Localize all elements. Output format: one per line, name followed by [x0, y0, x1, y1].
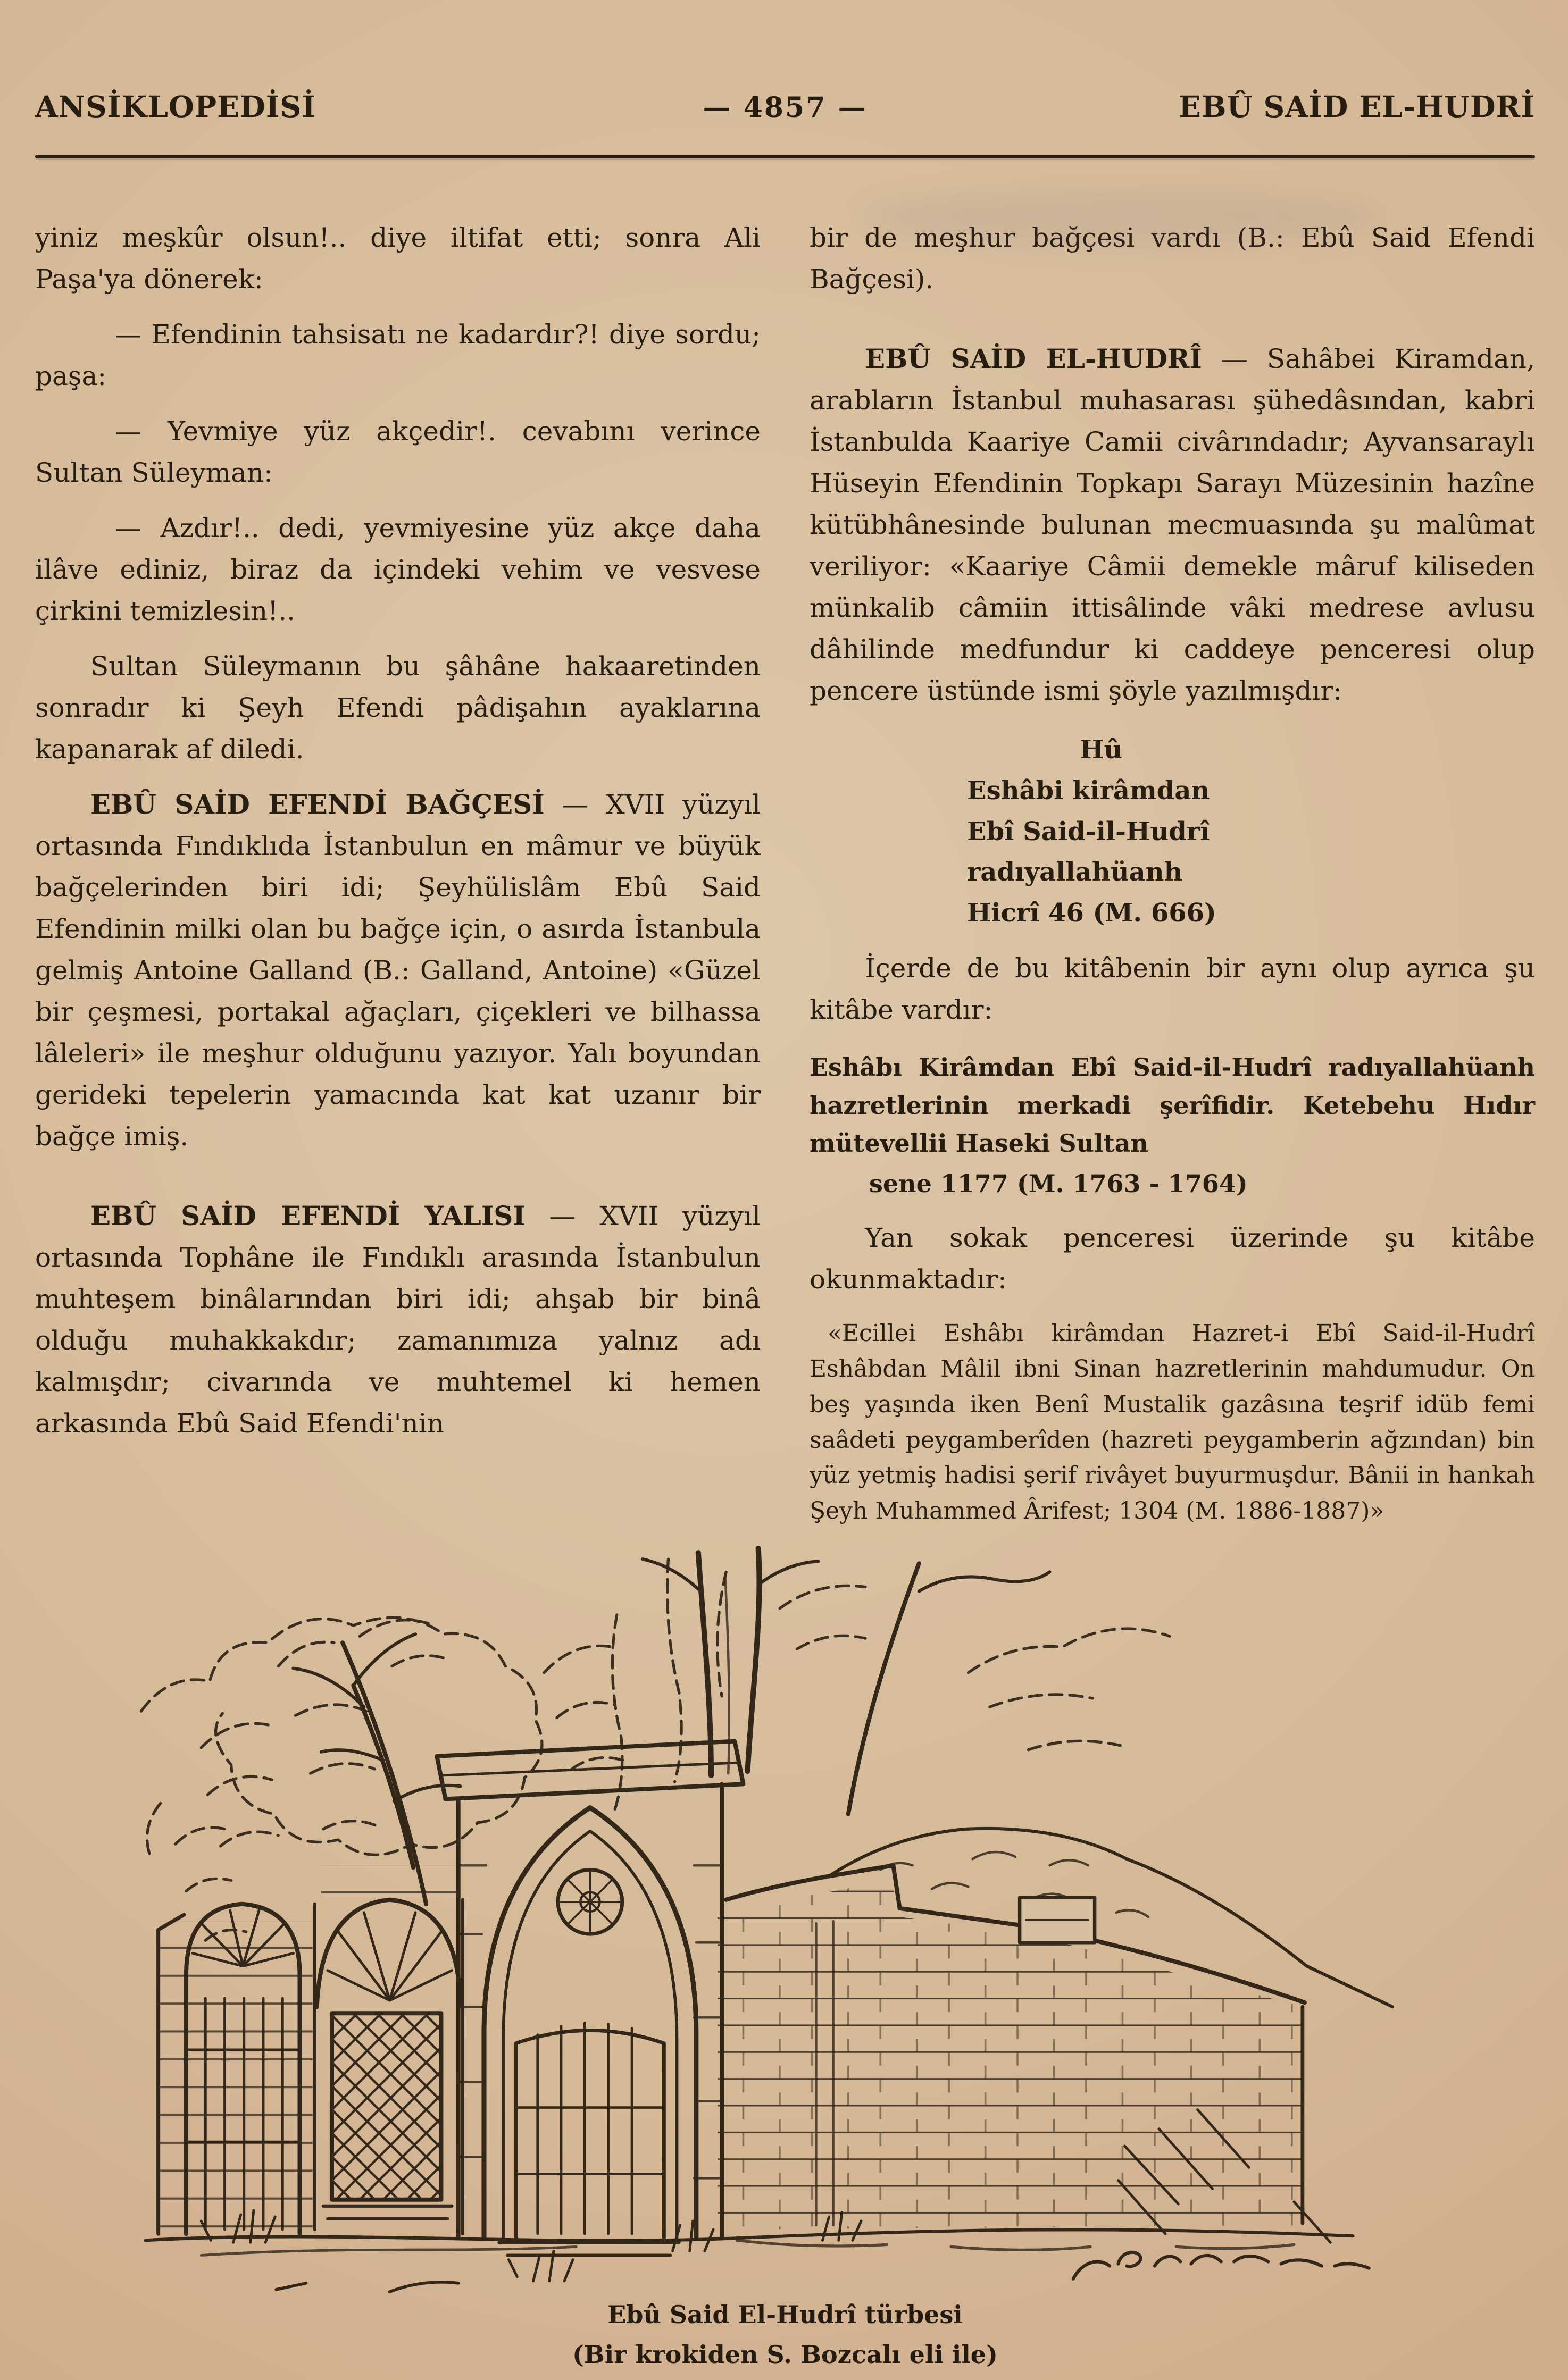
paragraph: İçerde de bu kitâbenin bir aynı olup ayrıca şu kitâbe vardır: — [810, 952, 1535, 1025]
page-header — [35, 89, 1535, 124]
paragraph: Sultan Süleymanın bu şâhâne hakaaretinden sonradır ki Şeyh Efendi pâdişahın ayaklarına kapanarak af diledi. — [35, 651, 761, 765]
quoted-inscription: «Ecillei Eshâbı kirâmdan Hazret-i Ebî Said-il-Hudrî Eshâbdan Mâlil ibni Sinan hazretlerinin mahdumudur. On beş yaşında iken Benî Mustalik gazâsına teşrif idüb femi saâdeti peygamberîden (hazreti peygamberin ağzından) bin yüz yetmiş hadisi şerif rivâyet buyurmuşdur. Bânii in hankah Şeyh Muhammed Ârifest; 1304 (M. 1886-1887)» — [810, 1319, 1535, 1525]
dialog-line: — Azdır!.. dedi, yevmiyesine yüz akçe daha ilâve ediniz, biraz da içindeki vehim ve vesvese çirkini temizlesin!.. — [35, 513, 761, 626]
inscription-block-1 — [967, 730, 1535, 934]
inscription-line: radıyallahüanh — [967, 857, 1183, 887]
entry-heading: EBÛ SAİD EFENDİ YALISI — [90, 1200, 526, 1231]
inscription-date: sene 1177 (M. 1763 - 1764) — [869, 1169, 1248, 1199]
sketch-signature — [1073, 2252, 1369, 2279]
ink-smudge — [862, 191, 1383, 245]
left-column — [35, 217, 761, 1529]
header-title: ANSİKLOPEDİSİ — [35, 89, 316, 124]
tomb-sketch-figure — [72, 1544, 1498, 2374]
dialog-line: — Yevmiye yüz akçedir!. cevabını verince Sultan Süleyman: — [35, 416, 761, 488]
entry-text: — XVII yüzyıl ortasında Fındıklıda İstanbulun en mâmur ve büyük bağçelerinden biri idi; Şeyhülislâm Ebû Said Efendinin milki olan bu bağçe için, o asırda İstanbula gelmiş Antoine Galland (B.: Galland, Antoine) «Güzel bir çeşmesi, portakal ağaçları, çiçekleri ve bilhassa lâleleri» ile meşhur olduğunu yazıyor. Yalı boyundan gerideki tepelerin yamacında kat kat uzanır bir bağçe imiş. — [35, 789, 761, 1152]
entry-text: — XVII yüzyıl ortasında Tophâne ile Fındıklı arasında İstanbulun muhteşem binâlarından biri idi; ahşab bir binâ olduğu muhakkakdır; zamanımıza yalnız adı kalmışdır; civarında ve muhtemel ki hemen arkasında Ebû Said Efendi'nin — [35, 1201, 761, 1439]
sketch-left-wall — [159, 1904, 313, 2234]
sketch-central-block — [437, 1741, 743, 2256]
inscription-line: Hicrî 46 (M. 666) — [967, 898, 1216, 928]
caption-line-1: Ebû Said El-Hudrî türbesi — [607, 2300, 963, 2329]
two-column-text — [35, 217, 1535, 1529]
inscription-line: Eshâbi kirâmdan — [967, 775, 1210, 806]
entry-el-hudri — [810, 338, 1535, 711]
sketch-lattice-window — [315, 1866, 463, 2234]
inscription-line: Hû — [1080, 735, 1123, 765]
header-rule — [35, 155, 1535, 158]
tomb-sketch-drawing — [72, 1544, 1498, 2294]
dialog-line: — Efendinin tahsisatı ne kadardır?! diye sordu; paşa: — [35, 319, 761, 391]
entry-yalisi — [35, 1195, 761, 1444]
sketch-right-wall — [715, 1829, 1392, 2250]
inscription-line: Ebî Said-il-Hudrî — [967, 816, 1210, 847]
inscription-block-2 — [810, 1049, 1535, 1203]
entry-text: — Sahâbei Kiramdan, arabların İstanbul muhasarası şühedâsından, kabri İstanbulda Kaariye Camii civârındadır; Ayvansaraylı Hüseyin Efendinin Topkapı Sarayı Müzesinin hazîne kütübhânesinde bulunan mecmuasında şu malûmat veriliyor: «Kaariye Câmii demekle mâruf kiliseden münkalib câmiin ittisâlinde vâki medrese avlusu dâhilinde medfundur ki caddeye penceresi olup pencere üstünde ismi şöyle yazılmışdır: — [810, 343, 1535, 706]
entry-heading: EBÛ SAİD EFENDİ BAĞÇESİ — [90, 789, 545, 820]
entry-heading: EBÛ SAİD EL-HUDRÎ — [865, 343, 1202, 374]
paragraph: yiniz meşkûr olsun!.. diye iltifat etti; sonra Ali Paşa'ya dönerek: — [35, 222, 761, 295]
right-column — [810, 217, 1535, 1529]
entry-bagcesi — [35, 784, 761, 1157]
inscription-text: Eshâbı Kirâmdan Ebî Said-il-Hudrî radıyallahüanh hazretlerinin merkadi şerîfidir. Ketebehu Hıdır mütevellii Haseki Sultan — [810, 1052, 1535, 1158]
caption-line-2: (Bir krokiden S. Bozcalı eli ile) — [572, 2340, 998, 2369]
paragraph: bir de meşhur bağçesi vardı (B.: Ebû Said Efendi Bağçesi). — [810, 222, 1535, 295]
paragraph: Yan sokak penceresi üzerinde şu kitâbe okunmaktadır: — [810, 1222, 1535, 1295]
header-entry-title: EBÛ SAİD EL-HUDRİ — [1179, 89, 1535, 124]
page-number: — 4857 — — [703, 91, 868, 124]
figure-caption — [72, 2295, 1498, 2374]
